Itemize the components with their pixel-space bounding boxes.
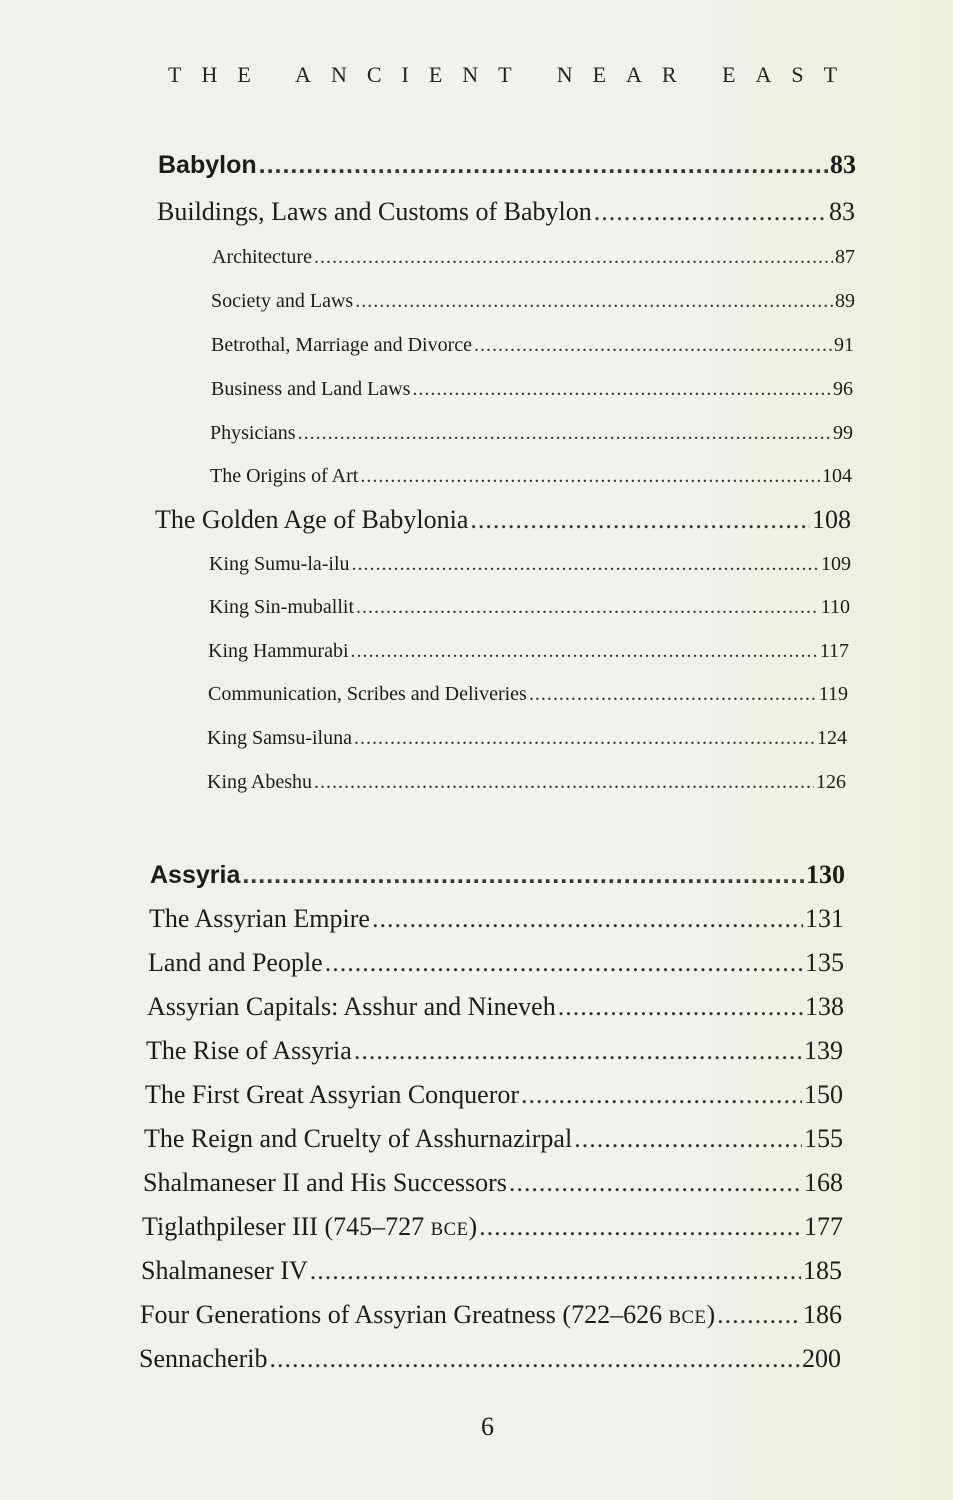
toc-entry-title: King Sumu-la-ilu [209, 553, 350, 575]
toc-entry-title: The Rise of Assyria [146, 1036, 352, 1065]
toc-entry [147, 992, 844, 1022]
toc-entry-page: 155 [804, 1124, 843, 1153]
toc-entry-title: The Assyrian Empire [149, 904, 370, 933]
toc-heading-title: Babylon [158, 151, 257, 179]
toc-heading-assyria [150, 860, 845, 890]
running-head: THE ANCIENT NEAR EAST [168, 62, 858, 87]
toc-entry-page: 96 [833, 378, 853, 400]
toc-entry-title: Land and People [148, 948, 323, 977]
toc-entry-page: 83 [829, 197, 855, 226]
toc-entry [155, 505, 851, 535]
toc-entry-page: 87 [835, 246, 855, 268]
toc-entry-page: 138 [805, 992, 844, 1021]
toc-entry-title: Buildings, Laws and Customs of Babylon [157, 197, 592, 226]
page-number: 6 [481, 1412, 494, 1441]
toc-entry-title: Tiglathpileser III (745–727 BCE) [142, 1212, 478, 1241]
toc-entry-page: 168 [804, 1168, 843, 1197]
leader-dots [474, 334, 832, 357]
toc-entry-page: 109 [821, 553, 851, 575]
toc-entry [208, 640, 849, 663]
toc-entry [149, 904, 844, 934]
toc-entry-title: Assyrian Capitals: Asshur and Nineveh [147, 992, 556, 1021]
toc-entry [157, 197, 855, 227]
toc-entry-title: Four Generations of Assyrian Greatness (722–626 BCE) [140, 1300, 716, 1329]
leader-dots [354, 727, 815, 750]
toc-entry-page: 117 [819, 640, 849, 662]
leader-dots [479, 1212, 802, 1242]
era-abbrev: BCE [430, 1219, 469, 1240]
toc-entry [145, 1080, 843, 1110]
leader-dots [412, 378, 831, 401]
toc-heading-babylon [158, 150, 856, 180]
toc-entry-title: Physicians [210, 422, 296, 444]
toc-entry-page: 124 [817, 727, 847, 749]
toc-entry-title: King Abeshu [207, 771, 312, 793]
era-abbrev: BCE [668, 1307, 707, 1328]
toc-entry-page: 186 [803, 1300, 842, 1329]
toc-entry [211, 290, 855, 313]
leader-dots [354, 1036, 802, 1066]
toc-entry-title: Architecture [212, 246, 312, 268]
toc-entry [146, 1036, 843, 1066]
leader-dots [259, 151, 828, 180]
leader-dots [558, 992, 803, 1022]
leader-dots [521, 1080, 802, 1110]
toc-entry-title: The Origins of Art [210, 465, 359, 487]
leader-dots [470, 505, 810, 535]
toc-entry-page: 200 [802, 1344, 841, 1373]
toc-entry-title: King Samsu-iluna [207, 727, 352, 749]
leader-dots [314, 246, 833, 269]
toc-entry-title: Betrothal, Marriage and Divorce [211, 334, 473, 356]
toc-entry-page: 131 [805, 904, 844, 933]
toc-entry-page: 150 [804, 1080, 843, 1109]
leader-dots [355, 290, 833, 313]
toc-entry-page: 99 [833, 422, 853, 444]
toc-entry-title: King Sin-muballit [209, 596, 354, 618]
toc-entry-title: Business and Land Laws [211, 378, 411, 400]
leader-dots [270, 1344, 800, 1374]
toc-entry [139, 1344, 841, 1374]
toc-entry-title: King Hammurabi [208, 640, 349, 662]
toc-entry-page: 119 [818, 683, 848, 705]
toc-heading-page: 130 [806, 860, 845, 889]
leader-dots [242, 861, 804, 890]
toc-entry-page: 91 [834, 334, 854, 356]
toc-entry [143, 1168, 843, 1198]
toc-entry [144, 1124, 843, 1154]
toc-entry-title: Communication, Scribes and Deliveries [208, 683, 527, 705]
leader-dots [298, 422, 831, 445]
leader-dots [351, 640, 818, 663]
toc-entry-title: Sennacherib [139, 1344, 268, 1373]
toc-entry-page: 135 [805, 948, 844, 977]
leader-dots [356, 596, 819, 619]
toc-entry-title: Society and Laws [211, 290, 354, 312]
leader-dots [325, 948, 803, 978]
toc-entry-page: 108 [812, 505, 851, 534]
leader-dots [574, 1124, 802, 1154]
toc-entry-title: The Golden Age of Babylonia [155, 505, 469, 534]
toc-entry-page: 110 [820, 596, 850, 618]
toc-entry-page: 89 [835, 290, 855, 312]
toc-entry [210, 422, 853, 445]
toc-entry [141, 1256, 842, 1286]
toc-entry [148, 948, 844, 978]
toc-entry-page: 185 [803, 1256, 842, 1285]
leader-dots [314, 771, 814, 794]
leader-dots [529, 683, 817, 706]
toc-entry [207, 771, 846, 794]
toc-entry-title: The First Great Assyrian Conqueror [145, 1080, 520, 1109]
toc-entry [207, 727, 847, 750]
toc-entry [142, 1212, 843, 1242]
leader-dots [717, 1300, 801, 1330]
toc-entry-page: 177 [804, 1212, 843, 1241]
toc-entry [211, 334, 854, 357]
leader-dots [594, 197, 827, 227]
toc-entry [209, 553, 851, 576]
toc-entry-title: The Reign and Cruelty of Asshurnazirpal [144, 1124, 573, 1153]
toc-entry-page: 104 [822, 465, 852, 487]
toc-entry-page: 126 [816, 771, 846, 793]
toc-entry [140, 1300, 842, 1330]
toc-entry [209, 596, 850, 619]
toc-entry-title: Shalmaneser IV [141, 1256, 308, 1285]
toc-heading-title: Assyria [150, 861, 241, 889]
toc-entry [211, 378, 853, 401]
leader-dots [509, 1168, 802, 1198]
toc-entry [212, 246, 855, 269]
leader-dots [360, 465, 820, 488]
toc-entry [208, 683, 848, 706]
toc-entry [210, 465, 852, 488]
toc-entry-page: 139 [804, 1036, 843, 1065]
toc-entry-title: Shalmaneser II and His Successors [143, 1168, 507, 1197]
leader-dots [372, 904, 803, 934]
leader-dots [352, 553, 819, 576]
toc-heading-page: 83 [830, 150, 856, 179]
leader-dots [310, 1256, 801, 1286]
